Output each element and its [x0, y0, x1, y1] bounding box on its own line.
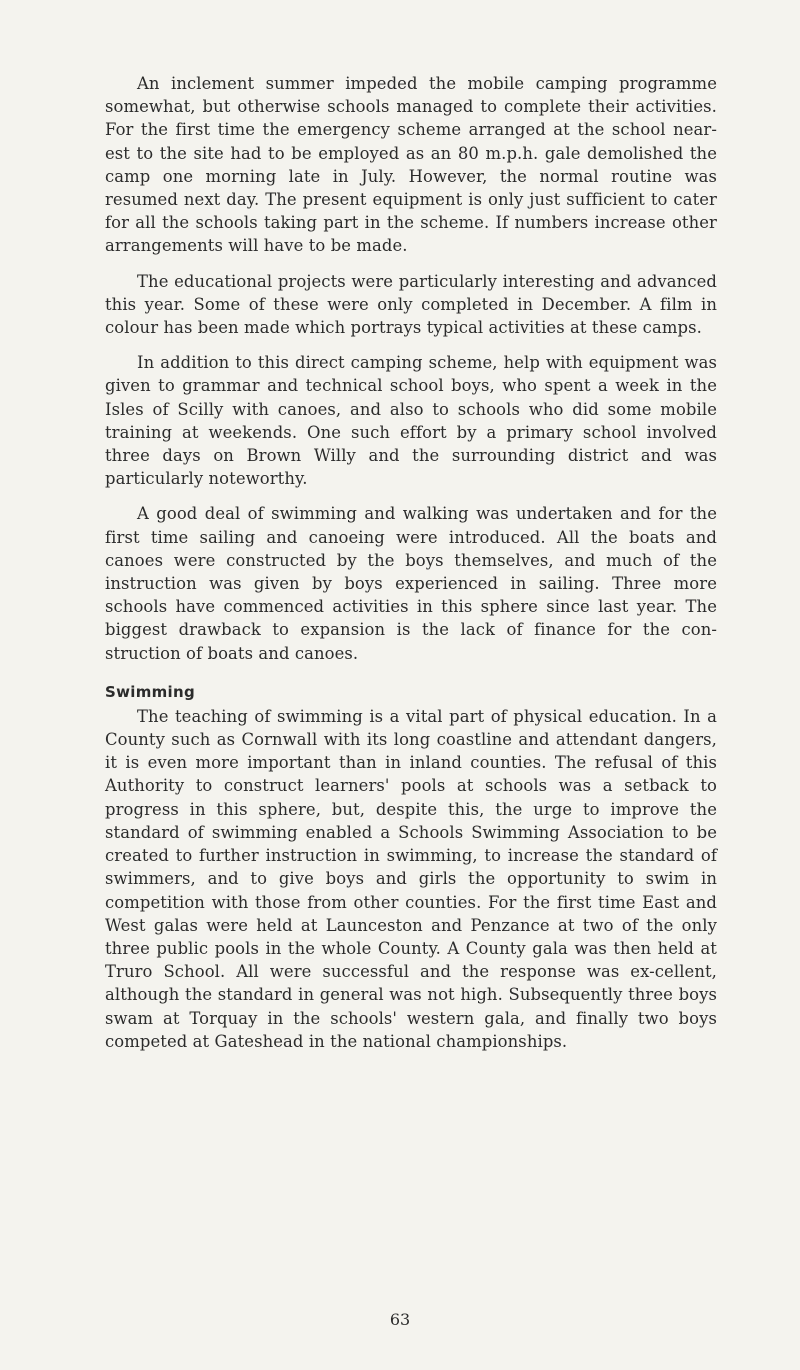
paragraph-mobile-camping: An inclement summer impeded the mobile camping programme somewhat, but otherwise schools managed to complete their activities. For the first time the emergency scheme arranged at the school near-est to the site had to be employed as an 80 m.p.h. gale demolished the camp one morning late in July. However, the normal routine was resumed next day. The present equipment is only just sufficient to cater for all the schools taking part in the scheme. If numbers increase other arrangements will have to be made. — [105, 74, 717, 256]
paragraph-educational-projects: The educational projects were particularly interesting and advanced this year. Some of these were only completed in December. A film in colour has been made which portrays typical activities at these camps. — [105, 271, 717, 338]
page-number: 63 — [389, 1310, 411, 1329]
paragraph-direct-camping-scheme: In addition to this direct camping scheme, help with equipment was given to grammar and technical school boys, who spent a week in the Isles of Scilly with canoes, and also to schools who did some mobile training at weekends. One such effort by a primary school involved three days on Brown Willy and the surrounding district and was particularly noteworthy. — [105, 353, 717, 489]
paragraph-swimming-body: The teaching of swimming is a vital part of physical education. In a County such as Cornwall with its long coastline and attendant dangers, it is even more important than in inland counties. The refusal of this Authority to construct learners' pools at schools was a setback to progress in this sphere, but, despite this, the urge to improve the standard of swimming enabled a Schools Swimming Association to be created to further instruction in swimming, to increase the standard of swimmers, and to give boys and girls the opportunity to swim in competition with those from other counties. For the first time East and West galas were held at Launceston and Penzance at two of the only three public pools in the whole County. A County gala was then held at Truro School. All were successful and the response was ex-cellent, although the standard in general was not high. Subsequently three boys swam at Torquay in the schools' western gala, and finally two boys competed at Gateshead in the national championships. — [105, 706, 717, 1051]
paragraph-swimming-sailing: A good deal of swimming and walking was undertaken and for the first time sailing and canoeing were introduced. All the boats and canoes were constructed by the boys themselves, and much of the instruction was given by boys experienced in sailing. Three more schools have commenced activities in this sphere since last year. The biggest drawback to expansion is the lack of finance for the con-struction of boats and canoes. — [105, 504, 717, 663]
section-heading-swimming: Swimming — [105, 682, 196, 701]
document-page — [105, 72, 717, 1065]
